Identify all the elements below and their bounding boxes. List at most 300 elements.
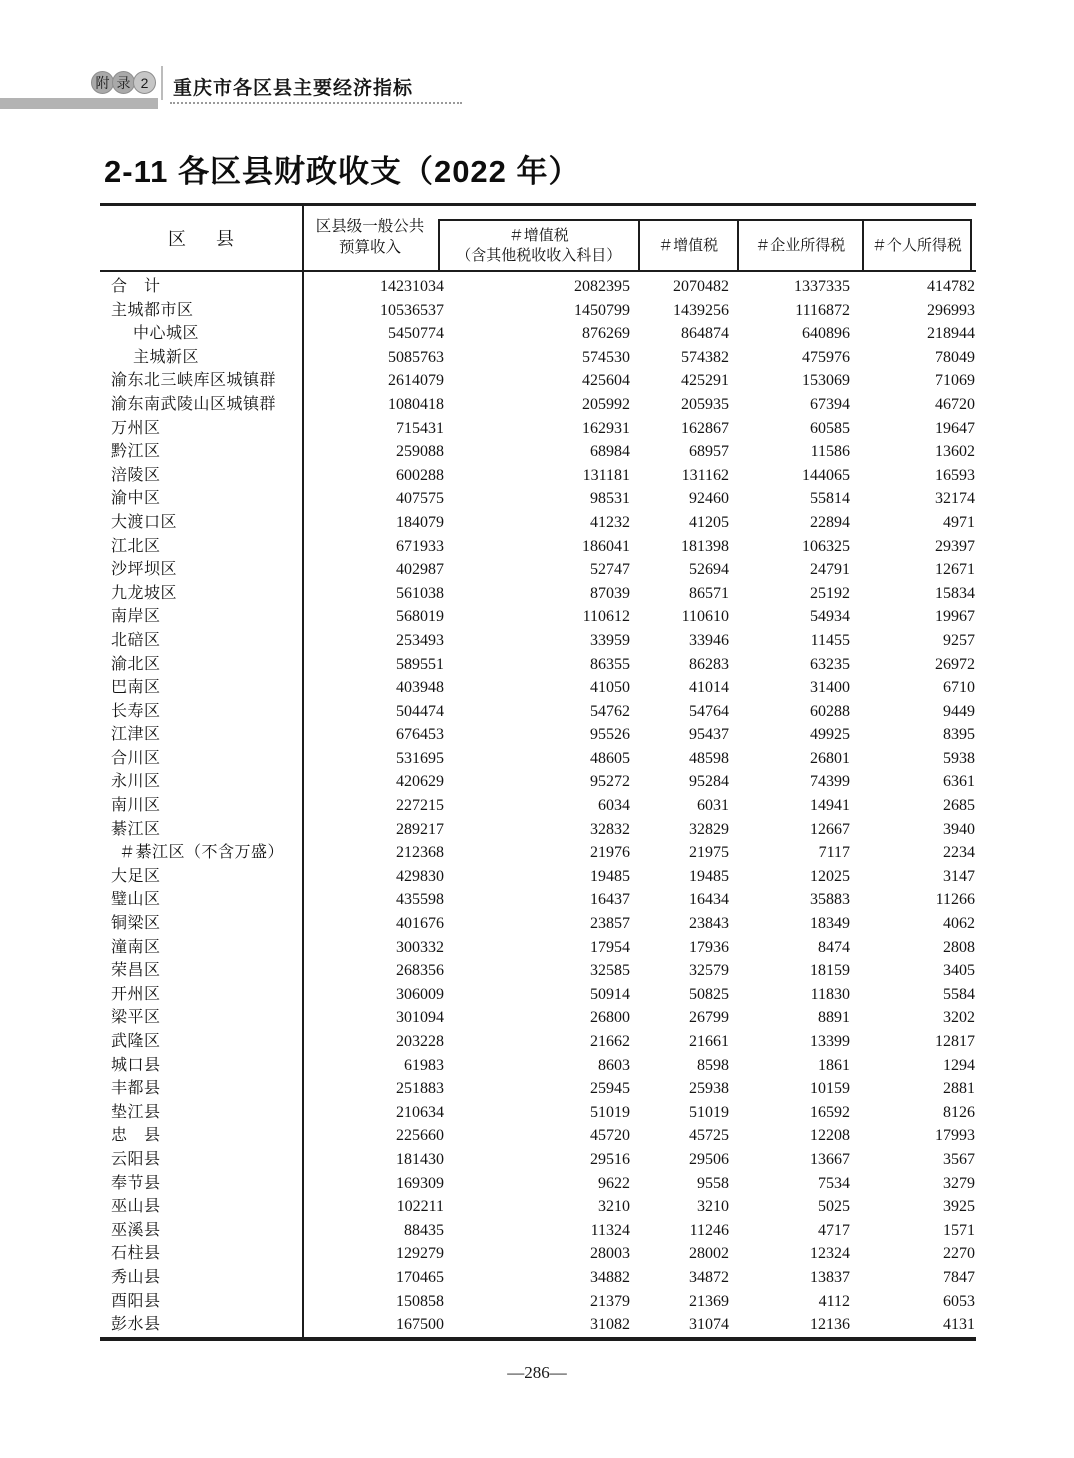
value-cell: 420629 <box>396 773 444 791</box>
value-cell: 24791 <box>810 561 850 579</box>
value-cell: 3279 <box>943 1174 975 1192</box>
region-name: 丰都县 <box>111 1080 161 1098</box>
value-cell: 11246 <box>689 1221 729 1239</box>
value-cell: 205935 <box>681 395 729 413</box>
value-cell: 4717 <box>818 1221 850 1239</box>
table-row <box>100 1313 976 1337</box>
value-cell: 205992 <box>582 395 630 413</box>
region-name: 大渡口区 <box>111 513 178 531</box>
appendix-gray-bar <box>0 98 158 109</box>
value-cell: 2070482 <box>673 278 729 295</box>
region-name: 江津区 <box>111 726 161 744</box>
region-name: 荣昌区 <box>111 962 161 980</box>
value-cell: 54764 <box>689 702 729 720</box>
value-cell: 71069 <box>935 372 975 390</box>
value-cell: 11455 <box>810 631 850 649</box>
value-cell: 21662 <box>590 1033 630 1050</box>
col-header-corporate-income-tax: ＃企业所得税 <box>737 221 862 270</box>
value-cell: 49925 <box>810 726 850 744</box>
region-name: 永川区 <box>111 773 161 791</box>
table-row <box>100 440 976 464</box>
value-cell: 32832 <box>590 820 630 838</box>
region-name: 长寿区 <box>111 702 161 720</box>
value-cell: 35883 <box>810 891 850 909</box>
value-cell: 2270 <box>943 1245 975 1263</box>
value-cell: 88435 <box>404 1221 444 1239</box>
value-cell: 129279 <box>396 1245 444 1263</box>
value-cell: 227215 <box>396 797 444 815</box>
value-cell: 2685 <box>943 797 975 815</box>
region-name: 垫江县 <box>111 1103 161 1121</box>
value-cell: 9558 <box>697 1174 729 1192</box>
value-cell: 401676 <box>396 915 444 933</box>
region-name: 北碚区 <box>111 631 161 649</box>
value-cell: 1116872 <box>795 301 850 319</box>
value-cell: 3202 <box>943 1009 975 1027</box>
value-cell: 5025 <box>818 1198 850 1216</box>
value-cell: 86571 <box>689 584 729 602</box>
value-cell: 25192 <box>810 584 850 602</box>
value-cell: 23857 <box>590 915 630 933</box>
table-row <box>100 1195 976 1219</box>
table-row <box>100 582 976 606</box>
table-row <box>100 841 976 865</box>
table-row <box>100 393 976 417</box>
value-cell: 18159 <box>810 962 850 980</box>
value-cell: 864874 <box>681 325 729 343</box>
value-cell: 6053 <box>943 1292 975 1310</box>
value-cell: 63235 <box>810 655 850 673</box>
value-cell: 68957 <box>689 443 729 461</box>
value-cell: 11830 <box>810 985 850 1003</box>
region-name: 开州区 <box>111 985 161 1003</box>
table-row <box>100 369 976 393</box>
value-cell: 17993 <box>935 1127 975 1145</box>
value-cell: 5450774 <box>388 325 444 343</box>
table-row <box>100 275 976 299</box>
value-cell: 4971 <box>943 513 975 531</box>
table-row <box>100 511 976 535</box>
region-name: 奉节县 <box>111 1174 161 1192</box>
col-header-revenue-line2: 预算收入 <box>338 239 401 256</box>
value-cell: 51019 <box>590 1103 630 1121</box>
value-cell: 574382 <box>681 348 729 366</box>
value-cell: 9449 <box>943 702 975 720</box>
region-name: 云阳县 <box>111 1150 161 1168</box>
value-cell: 60288 <box>810 702 850 720</box>
value-cell: 6031 <box>697 797 729 815</box>
value-cell: 12667 <box>810 820 850 838</box>
value-cell: 14941 <box>810 797 850 815</box>
value-cell: 23843 <box>689 915 729 933</box>
value-cell: 1080418 <box>388 395 444 413</box>
value-cell: 16434 <box>689 891 729 909</box>
value-cell: 531695 <box>396 749 444 767</box>
value-cell: 7117 <box>818 844 850 862</box>
value-cell: 16593 <box>935 466 975 484</box>
table-row <box>100 1054 976 1078</box>
region-name: 中心城区 <box>133 325 200 343</box>
region-name: 渝东北三峡库区城镇群 <box>111 372 277 390</box>
value-cell: 8126 <box>943 1103 975 1121</box>
col-header-vat-incl-other <box>440 221 638 270</box>
value-cell: 3925 <box>943 1198 975 1216</box>
value-cell: 33959 <box>590 631 630 649</box>
table-row <box>100 747 976 771</box>
value-cell: 306009 <box>396 985 444 1003</box>
value-cell: 162867 <box>681 419 729 437</box>
value-cell: 144065 <box>802 466 850 484</box>
table-row <box>100 912 976 936</box>
table-row <box>100 629 976 653</box>
value-cell: 19485 <box>689 867 729 885</box>
value-cell: 41014 <box>689 679 729 697</box>
value-cell: 253493 <box>396 631 444 649</box>
value-cell: 106325 <box>802 537 850 555</box>
value-cell: 181430 <box>396 1150 444 1168</box>
value-cell: 25938 <box>689 1080 729 1098</box>
value-cell: 32174 <box>935 490 975 508</box>
table-row <box>100 1266 976 1290</box>
region-name: 酉阳县 <box>111 1292 161 1310</box>
value-cell: 31082 <box>590 1316 630 1334</box>
value-cell: 12671 <box>935 561 975 579</box>
value-cell: 300332 <box>396 938 444 956</box>
value-cell: 1861 <box>818 1056 850 1074</box>
value-cell: 26801 <box>810 749 850 767</box>
value-cell: 3567 <box>943 1150 975 1168</box>
region-name: 潼南区 <box>111 938 161 956</box>
region-name: 万州区 <box>111 419 161 437</box>
region-name: 黔江区 <box>111 443 161 461</box>
region-name: 梁平区 <box>111 1009 161 1027</box>
value-cell: 17936 <box>689 938 729 956</box>
value-cell: 8474 <box>818 938 850 956</box>
value-cell: 16437 <box>590 891 630 909</box>
value-cell: 86283 <box>689 655 729 673</box>
value-cell: 13399 <box>810 1033 850 1050</box>
value-cell: 86355 <box>590 655 630 673</box>
value-cell: 210634 <box>396 1103 444 1121</box>
value-cell: 170465 <box>396 1268 444 1286</box>
table-row <box>100 322 976 346</box>
value-cell: 251883 <box>396 1080 444 1098</box>
page-number: —286— <box>507 1363 567 1382</box>
value-cell: 2614079 <box>388 372 444 390</box>
value-cell: 74399 <box>810 773 850 791</box>
value-cell: 167500 <box>396 1316 444 1334</box>
value-cell: 32585 <box>590 962 630 980</box>
table-row <box>100 605 976 629</box>
value-cell: 67394 <box>810 395 850 413</box>
table-row <box>100 1030 976 1054</box>
table-row <box>100 558 976 582</box>
region-name: 九龙坡区 <box>111 584 178 602</box>
table-row <box>100 1290 976 1314</box>
value-cell: 403948 <box>396 679 444 697</box>
appendix-badge <box>91 71 156 94</box>
badge-char: 2 <box>133 71 156 94</box>
value-cell: 54934 <box>810 608 850 626</box>
value-cell: 3210 <box>598 1198 630 1216</box>
region-name: 主城新区 <box>133 348 200 366</box>
region-name: 铜梁区 <box>111 915 161 933</box>
value-cell: 9622 <box>598 1174 630 1192</box>
region-name: 璧山区 <box>111 891 161 909</box>
table-row <box>100 1172 976 1196</box>
value-cell: 21976 <box>590 844 630 862</box>
region-name: 渝北区 <box>111 655 161 673</box>
finance-table <box>100 203 976 1341</box>
table-row <box>100 299 976 323</box>
table-row <box>100 1124 976 1148</box>
value-cell: 600288 <box>396 466 444 484</box>
badge-char: 附 <box>91 71 114 94</box>
table-row <box>100 653 976 677</box>
region-name: 秀山县 <box>111 1268 161 1286</box>
value-cell: 41232 <box>590 513 630 531</box>
table-row <box>100 1219 976 1243</box>
value-cell: 19647 <box>935 419 975 437</box>
value-cell: 640896 <box>802 325 850 343</box>
value-cell: 19967 <box>935 608 975 626</box>
table-row <box>100 676 976 700</box>
value-cell: 92460 <box>689 490 729 508</box>
table-row <box>100 417 976 441</box>
value-cell: 203228 <box>396 1033 444 1050</box>
table-row <box>100 1077 976 1101</box>
table-row <box>100 794 976 818</box>
value-cell: 568019 <box>396 608 444 626</box>
value-cell: 4062 <box>943 915 975 933</box>
value-cell: 181398 <box>681 537 729 555</box>
value-cell: 13667 <box>810 1150 850 1168</box>
value-cell: 55814 <box>810 490 850 508</box>
table-row <box>100 1148 976 1172</box>
value-cell: 54762 <box>590 702 630 720</box>
value-cell: 102211 <box>396 1198 444 1216</box>
region-name: 巫山县 <box>111 1198 161 1216</box>
region-name: 巫溪县 <box>111 1221 161 1239</box>
col-header-vat-incl-line2: （含其他税收收入科目） <box>456 246 622 264</box>
value-cell: 2234 <box>943 844 975 862</box>
value-cell: 21975 <box>689 844 729 862</box>
table-row <box>100 865 976 889</box>
value-cell: 21661 <box>689 1033 729 1050</box>
region-name: 渝东南武陵山区城镇群 <box>111 395 277 413</box>
col-header-region: 区 县 <box>168 229 240 249</box>
table-row <box>100 700 976 724</box>
value-cell: 8891 <box>818 1009 850 1027</box>
region-name: 武隆区 <box>111 1033 161 1050</box>
value-cell: 425291 <box>681 372 729 390</box>
value-cell: 184079 <box>396 513 444 531</box>
region-name: 南川区 <box>111 797 161 815</box>
table-row <box>100 346 976 370</box>
value-cell: 31400 <box>810 679 850 697</box>
value-cell: 402987 <box>396 561 444 579</box>
value-cell: 12025 <box>810 867 850 885</box>
value-cell: 95272 <box>590 773 630 791</box>
value-cell: 46720 <box>935 395 975 413</box>
value-cell: 21379 <box>590 1292 630 1310</box>
value-cell: 6361 <box>943 773 975 791</box>
value-cell: 296993 <box>927 301 975 319</box>
region-name: 沙坪坝区 <box>111 561 178 579</box>
value-cell: 301094 <box>396 1009 444 1027</box>
value-cell: 9257 <box>943 631 975 649</box>
value-cell: 16592 <box>810 1103 850 1121</box>
value-cell: 34872 <box>689 1268 729 1286</box>
value-cell: 414782 <box>927 278 975 295</box>
value-cell: 1337335 <box>794 278 850 295</box>
region-name: 彭水县 <box>111 1316 161 1334</box>
value-cell: 26800 <box>590 1009 630 1027</box>
value-cell: 676453 <box>396 726 444 744</box>
value-cell: 110610 <box>681 608 729 626</box>
value-cell: 259088 <box>396 443 444 461</box>
value-cell: 671933 <box>396 537 444 555</box>
col-header-public-budget-revenue <box>302 206 438 270</box>
value-cell: 1571 <box>943 1221 975 1239</box>
value-cell: 5938 <box>943 749 975 767</box>
table-row <box>100 818 976 842</box>
table-row <box>100 888 976 912</box>
value-cell: 3147 <box>943 867 975 885</box>
value-cell: 8598 <box>697 1056 729 1074</box>
value-cell: 45720 <box>590 1127 630 1145</box>
value-cell: 574530 <box>582 348 630 366</box>
table-row <box>100 464 976 488</box>
value-cell: 15834 <box>935 584 975 602</box>
value-cell: 31074 <box>689 1316 729 1334</box>
region-name: 合川区 <box>111 749 161 767</box>
value-cell: 11266 <box>935 891 975 909</box>
region-name: 石柱县 <box>111 1245 161 1263</box>
value-cell: 29516 <box>590 1150 630 1168</box>
table-header <box>100 206 976 272</box>
value-cell: 5085763 <box>388 348 444 366</box>
value-cell: 169309 <box>396 1174 444 1192</box>
table-row <box>100 936 976 960</box>
value-cell: 95284 <box>689 773 729 791</box>
value-cell: 1294 <box>943 1056 975 1074</box>
value-cell: 45725 <box>689 1127 729 1145</box>
value-cell: 3405 <box>943 962 975 980</box>
value-cell: 150858 <box>396 1292 444 1310</box>
value-cell: 5584 <box>943 985 975 1003</box>
value-cell: 32829 <box>689 820 729 838</box>
value-cell: 2881 <box>943 1080 975 1098</box>
dotted-underline <box>170 92 462 104</box>
section-title: 重庆市各区县主要经济指标 <box>173 78 414 99</box>
value-cell: 268356 <box>396 962 444 980</box>
value-cell: 561038 <box>396 584 444 602</box>
value-cell: 50825 <box>689 985 729 1003</box>
value-cell: 98531 <box>590 490 630 508</box>
value-cell: 11586 <box>810 443 850 461</box>
value-cell: 1439256 <box>673 301 729 319</box>
table-row <box>100 487 976 511</box>
value-cell: 95437 <box>689 726 729 744</box>
col-header-personal-income-tax: ＃个人所得税 <box>862 221 970 270</box>
page-title: 2-11 各区县财政收支（2022 年） <box>104 154 581 189</box>
value-cell: 6034 <box>598 797 630 815</box>
value-cell: 8603 <box>598 1056 630 1074</box>
value-cell: 12136 <box>810 1316 850 1334</box>
value-cell: 1450799 <box>574 301 630 319</box>
value-cell: 60585 <box>810 419 850 437</box>
header-divider <box>161 66 163 100</box>
value-cell: 12817 <box>935 1033 975 1050</box>
value-cell: 2082395 <box>574 278 630 295</box>
value-cell: 10159 <box>810 1080 850 1098</box>
value-cell: 12208 <box>810 1127 850 1145</box>
value-cell: 33946 <box>689 631 729 649</box>
col-header-vat-incl-line1: ＃增值税 <box>508 227 569 244</box>
value-cell: 18349 <box>810 915 850 933</box>
region-name: 大足区 <box>111 867 161 885</box>
region-name: 綦江区 <box>111 820 161 838</box>
value-cell: 50914 <box>590 985 630 1003</box>
value-cell: 48605 <box>590 749 630 767</box>
value-cell: 225660 <box>396 1127 444 1145</box>
value-cell: 13602 <box>935 443 975 461</box>
table-row <box>100 959 976 983</box>
value-cell: 26972 <box>935 655 975 673</box>
value-cell: 475976 <box>802 348 850 366</box>
region-name: 江北区 <box>111 537 161 555</box>
badge-char: 录 <box>112 71 135 94</box>
table-row <box>100 723 976 747</box>
region-name: 合 计 <box>111 278 161 295</box>
value-cell: 34882 <box>590 1268 630 1286</box>
region-name: 忠 县 <box>111 1127 161 1145</box>
value-cell: 435598 <box>396 891 444 909</box>
table-row <box>100 1101 976 1125</box>
value-cell: 186041 <box>582 537 630 555</box>
value-cell: 218944 <box>927 325 975 343</box>
value-cell: 12324 <box>810 1245 850 1263</box>
value-cell: 407575 <box>396 490 444 508</box>
value-cell: 8395 <box>943 726 975 744</box>
region-name: 主城都市区 <box>111 301 194 319</box>
table-row <box>100 1006 976 1030</box>
value-cell: 28002 <box>689 1245 729 1263</box>
col-header-vat: ＃增值税 <box>638 221 737 270</box>
value-cell: 29506 <box>689 1150 729 1168</box>
value-cell: 3210 <box>697 1198 729 1216</box>
region-name: 渝中区 <box>111 490 161 508</box>
region-name: 南岸区 <box>111 608 161 626</box>
table-row <box>100 983 976 1007</box>
value-cell: 4112 <box>818 1292 850 1310</box>
value-cell: 52747 <box>590 561 630 579</box>
value-cell: 87039 <box>590 584 630 602</box>
value-cell: 7534 <box>818 1174 850 1192</box>
value-cell: 715431 <box>396 419 444 437</box>
region-name: 涪陵区 <box>111 466 161 484</box>
value-cell: 22894 <box>810 513 850 531</box>
value-cell: 7847 <box>943 1268 975 1286</box>
value-cell: 78049 <box>935 348 975 366</box>
region-name: ＃綦江区（不含万盛） <box>119 844 285 862</box>
value-cell: 11324 <box>590 1221 630 1239</box>
value-cell: 29397 <box>935 537 975 555</box>
value-cell: 2808 <box>943 938 975 956</box>
value-cell: 212368 <box>396 844 444 862</box>
value-cell: 131162 <box>681 466 729 484</box>
